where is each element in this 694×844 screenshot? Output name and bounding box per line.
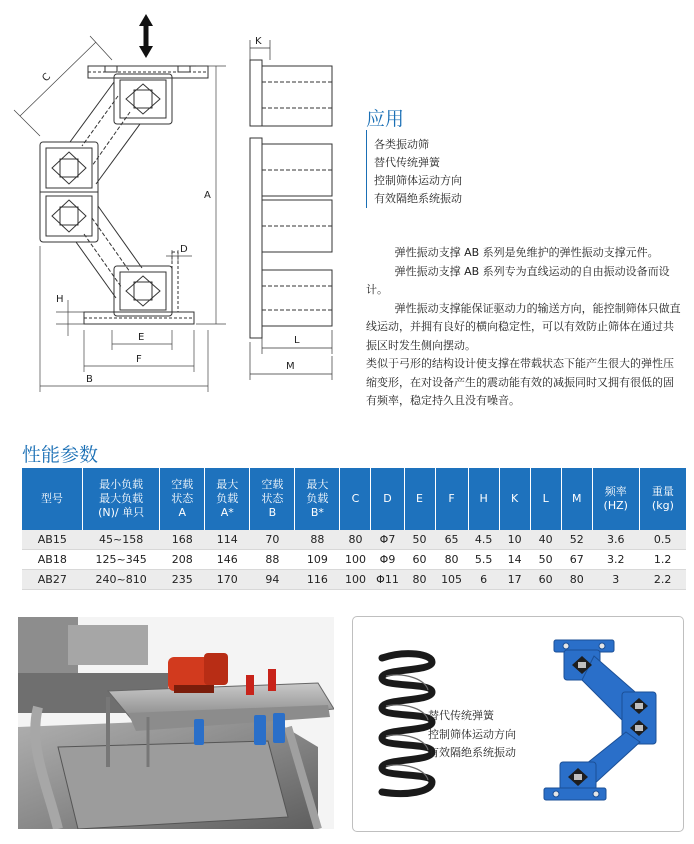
col-header-h: H (468, 468, 499, 530)
cell-m: 67 (561, 550, 592, 570)
performance-table (22, 468, 686, 590)
lower-arm (76, 206, 142, 298)
col-header-e: E (404, 468, 435, 530)
col-header-load: 最小负载 最大负载 (N)/ 单只 (83, 468, 160, 530)
application-heading: 应用 (366, 108, 405, 130)
cell-b: 94 (250, 570, 295, 590)
col-header-d: D (371, 468, 404, 530)
cell-m: 52 (561, 530, 592, 550)
upper-arm (70, 82, 140, 184)
cell-l: 40 (530, 530, 561, 550)
cell-frequency: 3.6 (592, 530, 639, 550)
cell-c: 80 (340, 530, 371, 550)
table-header-row (22, 468, 686, 530)
dim-label-b: B (86, 374, 93, 385)
col-header-f: F (435, 468, 468, 530)
application-rule (366, 130, 367, 208)
cell-frequency: 3.2 (592, 550, 639, 570)
col-header-k: K (499, 468, 530, 530)
cell-b-star: 109 (295, 550, 340, 570)
dim-label-l: L (294, 335, 300, 346)
product-description (366, 244, 682, 411)
cell-b: 88 (250, 550, 295, 570)
cell-a-star: 114 (205, 530, 250, 550)
cell-h: 5.5 (468, 550, 499, 570)
description-paragraph: 弹性振动支撑 AB 系列是免维护的弹性振动支撑元件。 (394, 246, 659, 259)
cell-weight: 2.2 (639, 570, 686, 590)
bottom-elastic-element (114, 266, 172, 316)
cell-model: AB27 (22, 570, 83, 590)
col-header-b: 空载 状态 B (250, 468, 295, 530)
cell-weight: 0.5 (639, 530, 686, 550)
dim-label-c: C (40, 71, 54, 85)
col-header-m: M (561, 468, 592, 530)
application-item: 各类振动筛 (374, 138, 429, 151)
cell-a-star: 170 (205, 570, 250, 590)
product-feature-list (428, 707, 516, 763)
cell-load: 240~810 (83, 570, 160, 590)
cell-e: 50 (404, 530, 435, 550)
cell-c: 100 (340, 550, 371, 570)
vertical-double-arrow-icon (139, 14, 153, 58)
blue-elastic-support-image (540, 636, 660, 814)
vibrating-screen-photo (18, 617, 334, 829)
bottom-bracket (84, 252, 194, 324)
cell-a: 235 (160, 570, 205, 590)
description-paragraph: 类似于弓形的结构设计使支撑在带载状态下能产生很大的弹性压缩变形，在对设备产生的震动能有效的减振同时又拥有很低的固有频率，稳定持久且没有噪音。 (366, 357, 674, 407)
cell-h: 4.5 (468, 530, 499, 550)
application-list (374, 136, 462, 208)
cell-m: 80 (561, 570, 592, 590)
application-item: 替代传统弹簧 (374, 156, 440, 169)
col-header-l: L (530, 468, 561, 530)
top-bracket (88, 66, 208, 78)
col-header-model: 型号 (22, 468, 83, 530)
cell-l: 60 (530, 570, 561, 590)
dim-label-e: E (138, 332, 145, 343)
cell-model: AB18 (22, 550, 83, 570)
cell-model: AB15 (22, 530, 83, 550)
cell-e: 60 (404, 550, 435, 570)
cell-f: 80 (435, 550, 468, 570)
middle-elastic-elements (40, 142, 98, 242)
product-feature-item: 有效隔绝系统振动 (428, 746, 516, 759)
dim-label-a: A (204, 190, 211, 201)
cell-c: 100 (340, 570, 371, 590)
application-item: 有效隔绝系统振动 (374, 192, 462, 205)
dim-label-d: D (180, 244, 188, 255)
cell-a-star: 146 (205, 550, 250, 570)
performance-heading: 性能参数 (22, 444, 99, 466)
description-paragraph: 弹性振动支撑 AB 系列专为直线运动的自由振动设备而设计。 (366, 264, 670, 296)
cell-a: 208 (160, 550, 205, 570)
cell-f: 105 (435, 570, 468, 590)
cell-a: 168 (160, 530, 205, 550)
application-item: 控制筛体运动方向 (374, 174, 462, 187)
dim-label-k: K (255, 36, 262, 47)
description-paragraph: 弹性振动支撑能保证驱动力的输送方向，能控制筛体只做直线运动，并拥有良好的横向稳定性，可以有效防止筛体在通过共振区时发生侧向摆动。 (366, 301, 681, 352)
product-feature-item: 替代传统弹簧 (428, 709, 494, 722)
table-row (22, 570, 686, 590)
cell-d: Φ9 (371, 550, 404, 570)
cell-b: 70 (250, 530, 295, 550)
col-header-a: 空载 状态 A (160, 468, 205, 530)
dim-label-f: F (136, 354, 142, 365)
cell-h: 6 (468, 570, 499, 590)
cell-f: 65 (435, 530, 468, 550)
cell-k: 10 (499, 530, 530, 550)
dim-label-h: H (56, 294, 64, 305)
cell-b-star: 88 (295, 530, 340, 550)
support-side-view-drawing (230, 30, 350, 390)
cell-d: Φ7 (371, 530, 404, 550)
table-row (22, 530, 686, 550)
col-header-b-star: 最大 负载 B* (295, 468, 340, 530)
cell-frequency: 3 (592, 570, 639, 590)
cell-load: 125~345 (83, 550, 160, 570)
top-elastic-element (114, 74, 172, 124)
col-header-weight: 重量 (kg) (639, 468, 686, 530)
col-header-c: C (340, 468, 371, 530)
cell-k: 17 (499, 570, 530, 590)
cell-l: 50 (530, 550, 561, 570)
cell-d: Φ11 (371, 570, 404, 590)
cell-k: 14 (499, 550, 530, 570)
cell-e: 80 (404, 570, 435, 590)
product-feature-item: 控制筛体运动方向 (428, 727, 516, 741)
col-header-a-star: 最大 负载 A* (205, 468, 250, 530)
cell-load: 45~158 (83, 530, 160, 550)
cell-b-star: 116 (295, 570, 340, 590)
dim-label-m: M (286, 361, 295, 372)
col-header-frequency: 频率 (HZ) (592, 468, 639, 530)
cell-weight: 1.2 (639, 550, 686, 570)
table-row (22, 550, 686, 570)
